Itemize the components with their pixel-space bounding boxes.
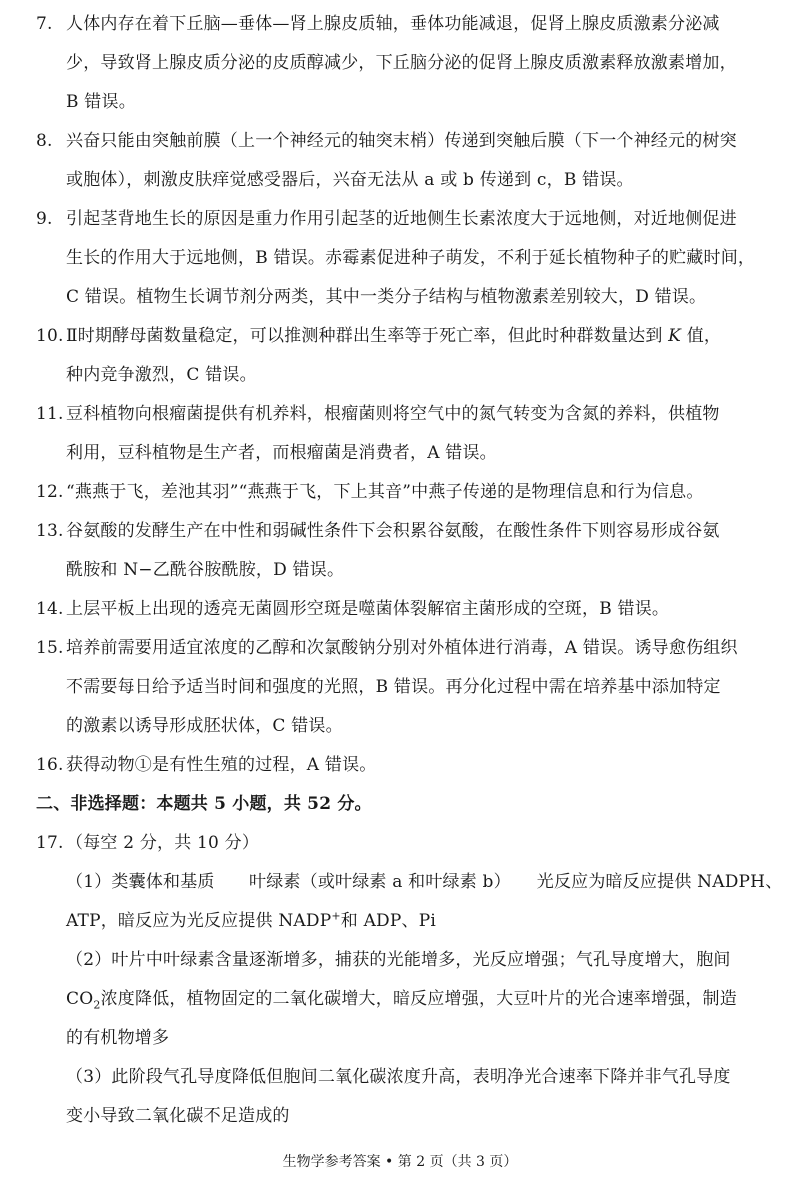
q8-line-2: 或胞体），刺激皮肤痒觉感受器后，兴奋无法从 a 或 b 传递到 c，B 错误。 (66, 170, 634, 190)
q12-number: 12. (36, 482, 64, 502)
q9-number: 9. (36, 209, 53, 229)
q17-part1-text-2b: 和 ADP、Pi (340, 911, 437, 931)
q12-line-1 (36, 480, 704, 504)
nadp-superscript: + (331, 909, 341, 923)
q10-k-symbol: K (668, 326, 682, 346)
q15-line-3: 的激素以诱导形成胚状体，C 错误。 (66, 716, 343, 736)
q14-text-1: 上层平板上出现的透亮无菌圆形空斑是噬菌体裂解宿主菌形成的空斑，B 错误。 (66, 599, 670, 619)
q14-line-1 (36, 597, 669, 621)
q17-part1-text-2a: ATP，暗反应为光反应提供 NADP (66, 911, 332, 931)
q17-part1-line-2 (66, 909, 436, 933)
q11-line-1 (36, 402, 720, 426)
q16-text-1: 获得动物①是有性生殖的过程，A 错误。 (66, 755, 377, 775)
q8-line-1 (36, 129, 737, 153)
q7-number: 7. (36, 14, 53, 34)
q13-text-1: 谷氨酸的发酵生产在中性和弱碱性条件下会积累谷氨酸，在酸性条件下则容易形成谷氨 (66, 521, 720, 541)
q7-line-1 (36, 12, 720, 36)
q13-number: 13. (36, 521, 64, 541)
q10-text-1a: Ⅱ时期酵母菌数量稳定，可以推测种群出生率等于死亡率，但此时种群数量达到 (66, 326, 663, 346)
q11-text-1: 豆科植物向根瘤菌提供有机养料，根瘤菌则将空气中的氮气转变为含氮的养料，供植物 (66, 404, 720, 424)
q17-header-line (36, 831, 259, 855)
q11-line-2: 利用，豆科植物是生产者，而根瘤菌是消费者，A 错误。 (66, 443, 497, 463)
q13-line-1 (36, 519, 720, 543)
q9-line-2: 生长的作用大于远地侧，B 错误。赤霉素促进种子萌发，不利于延长植物种子的贮藏时间， (66, 248, 756, 268)
co2-text: CO (66, 989, 94, 1009)
q7-line-2: 少，导致肾上腺皮质分泌的皮质醇减少，下丘脑分泌的促肾上腺皮质激素释放激素增加， (66, 53, 737, 73)
q17-score-note: （每空 2 分，共 10 分） (66, 833, 260, 853)
q17-part2-line-3: 的有机物增多 (66, 1028, 170, 1048)
section2-heading: 二、非选择题：本题共 5 小题，共 52 分。 (36, 794, 372, 814)
page-footer: 生物学参考答案 • 第 2 页（共 3 页） (282, 1154, 518, 1170)
q12-text-1: “燕燕于飞，差池其羽”“燕燕于飞，下上其音”中燕子传递的是物理信息和行为信息。 (66, 482, 704, 502)
q15-text-1: 培养前需要用适宜浓度的乙醇和次氯酸钠分别对外植体进行消毒，A 错误。诱导愈伤组织 (66, 638, 738, 658)
q17-part2-line-1: （2）叶片中叶绿素含量逐渐增多，捕获的光能增多，光反应增强；气孔导度增大，胞间 (66, 950, 731, 970)
q15-line-1 (36, 636, 738, 660)
q15-line-2: 不需要每日给予适当时间和强度的光照，B 错误。再分化过程中需在培养基中添加特定 (66, 677, 721, 697)
q17-number: 17. (36, 833, 64, 853)
q10-number: 10. (36, 326, 64, 346)
q10-line-1 (36, 324, 721, 348)
q17-part3-line-2: 变小导致二氧化碳不足造成的 (66, 1106, 290, 1126)
q16-number: 16. (36, 755, 64, 775)
q9-line-3: C 错误。植物生长调节剂分两类，其中一类分子结构与植物激素差别较大，D 错误。 (66, 287, 707, 307)
q16-line-1 (36, 753, 376, 777)
q9-line-1 (36, 207, 737, 231)
q15-number: 15. (36, 638, 64, 658)
q13-line-2: 酰胺和 N−乙酰谷胺酰胺，D 错误。 (66, 560, 345, 580)
q17-part1-line-1: （1）类囊体和基质 叶绿素（或叶绿素 a 和叶绿素 b） 光反应为暗反应提供 NADPH、 (66, 872, 783, 892)
q8-text-1: 兴奋只能由突触前膜（上一个神经元的轴突末梢）传递到突触后膜（下一个神经元的树突 (66, 131, 737, 151)
q9-text-1: 引起茎背地生长的原因是重力作用引起茎的近地侧生长素浓度大于远地侧，对近地侧促进 (66, 209, 737, 229)
q17-part3-line-1: （3）此阶段气孔导度降低但胞间二氧化碳浓度升高，表明净光合速率下降并非气孔导度 (66, 1067, 731, 1087)
co2-subscript: 2 (93, 998, 101, 1012)
q10-text-1b: 值， (686, 326, 722, 346)
q11-number: 11. (36, 404, 64, 424)
q14-number: 14. (36, 599, 64, 619)
q17-part2-line-2 (66, 987, 737, 1011)
q17-part2-text-2b: 浓度降低，植物固定的二氧化碳增大，暗反应增强，大豆叶片的光合速率增强，制造 (100, 989, 737, 1009)
q7-text-1: 人体内存在着下丘脑—垂体—肾上腺皮质轴，垂体功能减退，促肾上腺皮质激素分泌减 (66, 14, 720, 34)
q8-number: 8. (36, 131, 53, 151)
q10-line-2: 种内竞争激烈，C 错误。 (66, 365, 257, 385)
q7-line-3: B 错误。 (66, 92, 136, 112)
